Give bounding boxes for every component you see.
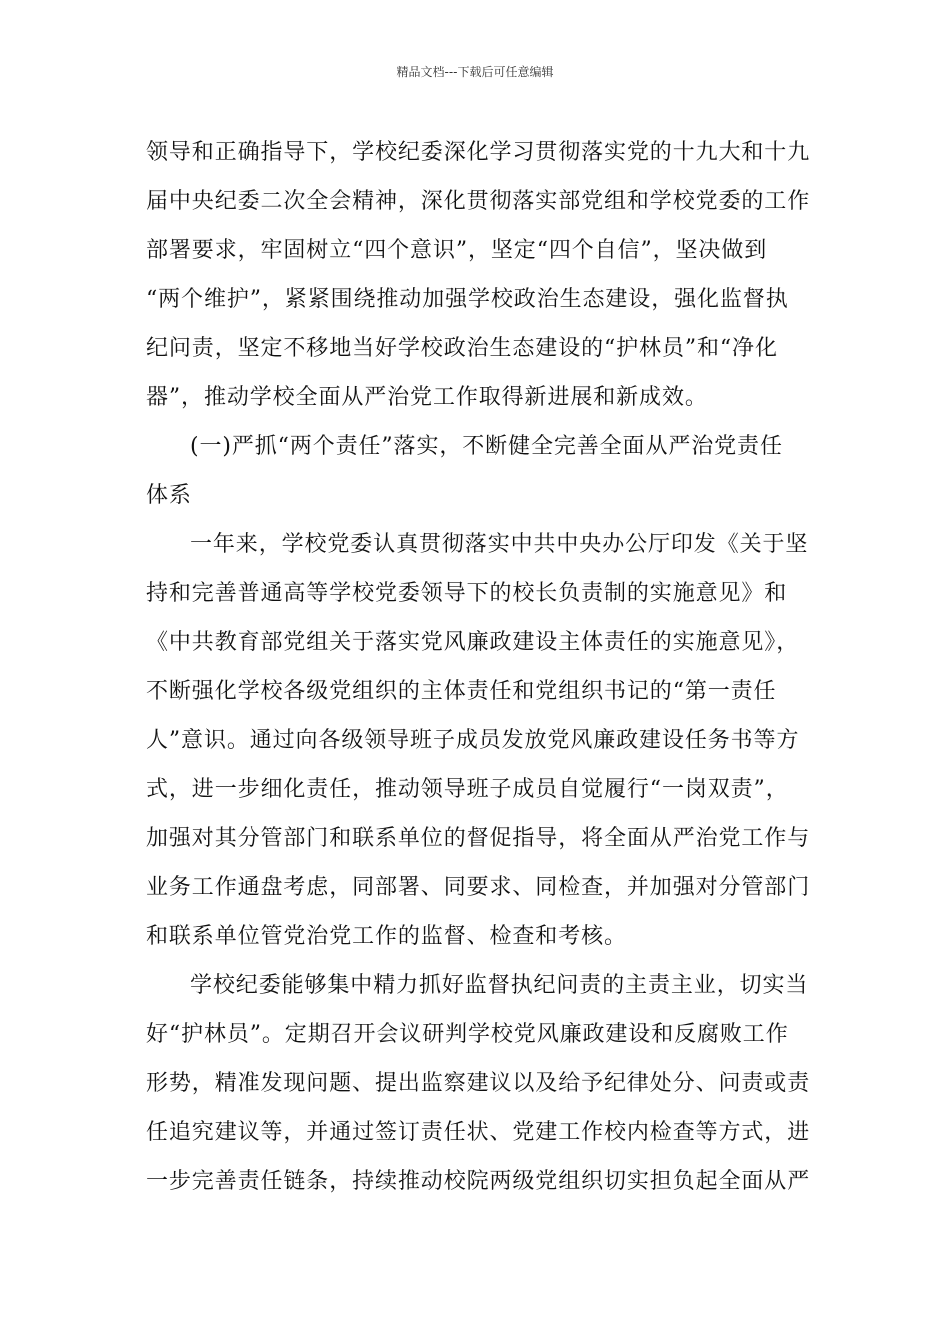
text-line: “两个维护”，紧紧围绕推动加强学校政治生态建设，强化监督执 bbox=[146, 287, 789, 312]
heading-line: (一)严抓“两个责任”落实，不断健全完善全面从严治党责任 bbox=[190, 434, 783, 459]
section-heading bbox=[146, 422, 812, 520]
text-line: 好“护林员”。定期召开会议研判学校党风廉政建设和反腐败工作 bbox=[146, 1022, 789, 1047]
text-line: 不断强化学校各级党组织的主体责任和党组织书记的“第一责任 bbox=[146, 679, 777, 704]
text-line: 形势，精准发现问题、提出监察建议以及给予纪律处分、问责或责 bbox=[146, 1071, 811, 1096]
text-line: 人”意识。通过向各级领导班子成员发放党风廉政建设任务书等方 bbox=[146, 728, 800, 753]
text-line: 纪问责，坚定不移地当好学校政治生态建设的“护林员”和“净化 bbox=[146, 336, 778, 361]
text-line: 任追究建议等，并通过签订责任状、党建工作校内检查等方式，进 bbox=[146, 1120, 811, 1145]
text-line: 业务工作通盘考虑，同部署、同要求、同检查，并加强对分管部门 bbox=[146, 875, 811, 900]
paragraph bbox=[146, 961, 812, 1206]
text-line: 届中央纪委二次全会精神，深化贯彻落实部党组和学校党委的工作 bbox=[146, 189, 811, 214]
heading-line: 体系 bbox=[146, 483, 192, 508]
paragraph bbox=[146, 520, 812, 961]
document-body bbox=[146, 128, 812, 1206]
text-line: 和联系单位管党治党工作的监督、检查和考核。 bbox=[146, 924, 627, 949]
text-line: 加强对其分管部门和联系单位的督促指导，将全面从严治党工作与 bbox=[146, 826, 811, 851]
text-line: 领导和正确指导下，学校纪委深化学习贯彻落实党的十九大和十九 bbox=[146, 140, 811, 165]
paragraph bbox=[146, 128, 812, 422]
text-line: 一年来，学校党委认真贯彻落实中共中央办公厅印发《关于坚 bbox=[190, 532, 809, 557]
text-line: 学校纪委能够集中精力抓好监督执纪问责的主责主业，切实当 bbox=[190, 973, 809, 998]
text-line: 器”，推动学校全面从严治党工作取得新进展和新成效。 bbox=[146, 385, 708, 410]
text-line: 持和完善普通高等学校党委领导下的校长负责制的实施意见》和 bbox=[146, 581, 788, 606]
page-header: 精品文档---下载后可任意编辑 bbox=[396, 65, 554, 79]
text-line: 式，进一步细化责任，推动领导班子成员自觉履行“一岗双责”， bbox=[146, 777, 789, 802]
text-line: 部署要求，牢固树立“四个意识”，坚定“四个自信”，坚决做到 bbox=[146, 238, 768, 263]
text-line: 一步完善责任链条，持续推动校院两级党组织切实担负起全面从严 bbox=[146, 1169, 811, 1194]
text-line: 《中共教育部党组关于落实党风廉政建设主体责任的实施意见》， bbox=[146, 630, 800, 655]
